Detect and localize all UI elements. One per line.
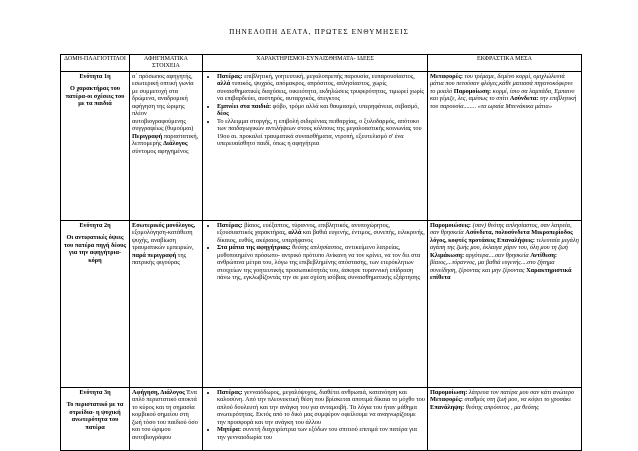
narrative-text: Περιγραφή: [132, 132, 163, 140]
idea-text: Πατέρας:: [217, 73, 243, 80]
narrative-text: α΄ πρόσωπος αφηγητής, εσωτερική οπτική γωνία με συμμετοχή στα δρώμενα, αναδρομική αφήγηση της ώριμης πλέον αυτοβιογραφούμενης συγγραφέως (θυμούμαι): [132, 73, 194, 133]
ideas-list: [205, 389, 425, 441]
header-characterizations: ΧΑΡΑΚΤΗΡΙΣΜΟΙ-ΣΥΝΑΙΣΘΗΜΑΤΑ- ΙΔΕΕΣ: [203, 55, 428, 72]
means-text: Παρομοιώσεις:: [430, 222, 472, 229]
list-item: [217, 73, 425, 103]
idea-text: συνετή διαχειρίστρια των εξόδων του σπιτιού επιτιμά τον πατέρα για την γενναιοδωρία του: [217, 426, 417, 441]
header-expressive-means: ΕΚΦΡΑΣΤΙΚΑ ΜΕΣΑ: [428, 55, 582, 72]
unit-cell: [61, 221, 130, 388]
ideas-list: [205, 222, 425, 282]
narrative-text: παραστατική, λεπτομερής: [132, 132, 199, 148]
narrative-text: Ένα απλό περιστατικό αποκτά το κύρος και τη σημασία κομβικού σημείου στη ζωή τόσο του παιδιού όσο και του ώριμου αυτοβιογράφου: [132, 389, 198, 441]
header-structure: ΔΟΜΗ-ΠΛΑΓΙΟΤΙΤΛΟΙ: [61, 55, 130, 72]
idea-text: Το ελλειμμα στοργής, η επιβολή σιδερένιας πειθαρχίας, ο ξυλοδαρμός, απότοκο των παιδαγωγικών αντιλήψεων στους κόλπους της μεγαλοαστικής κοινωνίας του 19ου αι. προκαλεί τραυματικά συναισθήματα, ντροπή, εξευτελισμό σ' ένα υπερευαίσθητο παιδί, όπως η αφηγήτρια: [217, 117, 422, 148]
means-text: Επαναλήψεις:: [497, 236, 535, 244]
idea-text: τυπικός, ψυχρός, απόμακρος, απρόσιτος, απλησίαστος, χωρίς συναισθηματικές διαχύσεις, οικειότητα, εκδηλώσεις τρυφερότητας, τιμωρεί χωρίς να επιβαρδεύει, αυστηρός, αυταρχικός, άτεγκτος: [217, 80, 424, 103]
means-text: τελευταία μεγάλη αγάπη της ζωής μου, έκλαιγα χάριν του, όλη μου τη ζωή: [430, 236, 579, 252]
idea-text: βίαιος, ευέξαπτος, τύραννος, επιβλητικός, ανυποχώρητος, εξουσιαστικός χαρακτήρας,: [217, 222, 390, 237]
means-text: Παρομοίωση:: [430, 389, 468, 396]
idea-text: Πατέρας:: [217, 389, 243, 396]
table-row: [61, 388, 582, 451]
idea-text: Μητέρα:: [217, 426, 242, 434]
narrative-text: εξομολόγηση-κατάθεση ψυχής, αναβίωση τραυματικών εμπειριών,: [132, 229, 194, 252]
list-item: [217, 389, 425, 426]
means-text: θεότης απρόσιτος , μα θεότης: [464, 403, 539, 411]
means-text: σταθμός στη ζωή μου, να κόψει το γροσάκι: [462, 396, 571, 404]
means-cell: [428, 72, 582, 221]
idea-text: Στα μάτια της αφηγήτριας:: [217, 244, 291, 252]
idea-text: δέος: [217, 110, 229, 118]
means-text: Μεταφορές:: [430, 396, 463, 404]
means-text: κορμί, ίσιο σα λαμπάδα, Εμπαινε και γέμιζε, λες, αμέσως το σπίτι: [430, 87, 575, 103]
table-header-row: [61, 55, 582, 72]
idea-text: , αντικείμενο λατρείας, μυθοποιημένο πρόσωπο- αντρικό πρότυπο Ανίκανη να τον κρίνει, να τον δει στα ανθρώπινα μέτρα του, λόγω της επιβεβλημένης απόστασης, των ετερόκλητων στοιχείων της γοητευτικής προσωπικότητάς του, άσκησε τυραννική επίδραση πάνω της, εγκλωβίζοντάς την σε μια σχέση ισόβιας συναισθηματικής εξάρτησης: [217, 244, 421, 282]
idea-text: επιβλητική, γοητευτική, μεγαλοπρεπής παρουσία, ευπαρουσίαστος,: [242, 73, 415, 80]
means-text: λάτρευα τον πατέρα μου σαν κάτι ανώτερο: [467, 389, 575, 396]
header-narrative: ΑΦΗΓΗΜΑΤΙΚΑ ΣΤΟΙΧΕΙΑ: [130, 55, 203, 72]
ideas-cell: [203, 72, 428, 221]
table-row: [61, 221, 582, 388]
list-item: [217, 103, 425, 118]
means-text: την επιβλητική του παρουσία........ «τα ωραία Μπενάκικα μάτια»: [430, 95, 577, 110]
unit-title: Ενότητα 1η: [79, 73, 111, 80]
idea-text: Πατέρας:: [217, 222, 243, 229]
idea-text: γενναιόδωρος, μεγαλόψυχος, διαθέτει ανθρωπιά, κατανόηση και καλοσύνη. Από την πλεονεκτική θέση που βρίσκεται αποτιμά δίκαια το μόχθο του απλού δουλευτή και την ανάγκη του για ανταμοιβή. Τα λόγια του ήταν μάθημα ανωτερότητας. Εκτός από το δικό μας συμφέρον οφείλουμε να αναγνωρίζουμε την προσφορά και την ανάγκη του άλλου: [217, 389, 425, 426]
narrative-text: Διάλογος: [163, 140, 188, 148]
narrative-text: Αφήγηση, Διάλογος: [132, 389, 185, 396]
analysis-table: [60, 54, 582, 451]
unit-title: Ενότητα 2η: [79, 222, 111, 229]
narrative-cell: [130, 72, 203, 221]
narrative-text: Εσωτερικός μονόλογος,: [132, 222, 196, 229]
means-text: Επανάληψη:: [430, 403, 465, 411]
means-cell: [428, 388, 582, 451]
narrative-text: σύντομος αφηγημένος: [132, 147, 189, 155]
narrative-cell: [130, 388, 203, 451]
means-text: Χαρακτηριστικά επίθετα: [430, 266, 572, 282]
unit-title: Ενότητα 3η: [79, 389, 111, 396]
idea-text: αλλά: [217, 80, 231, 88]
unit-cell: [61, 72, 130, 221]
means-text: Παρομοίωση:: [453, 87, 492, 95]
unit-subtitle: Το περιστατικό με τα στρείδια- η ψυχική ανωτερότητα του πατέρα: [66, 401, 124, 431]
means-text: Μεταφορές:: [430, 73, 463, 80]
unit-subtitle: Οι αντιφατικές όψεις του πατέρα πηγή δέους για την αφηγήτρια-κόρη: [63, 234, 127, 264]
idea-text: φόβο, τρόμο αλλά και θαυμασμό, υπερηφάνεια, σεβασμό,: [271, 102, 420, 110]
list-item: [217, 426, 425, 441]
means-text: Ασύνδετα, πολυσύνδετα: [465, 229, 530, 237]
narrative-text: παρά περιγραφή: [132, 251, 177, 259]
narrative-cell: [130, 221, 203, 388]
ideas-list: [205, 73, 425, 148]
means-cell: [428, 221, 582, 388]
means-text: του τρέμαμε, δεμένο κορμί, ομιχλώλευτά μάτια που πετούσαν φλόγες,κάθε ματιασά πηγανοκόφερνε το μυαλό: [430, 73, 573, 95]
idea-text: Εμπνέει στα παιδιά:: [217, 102, 272, 110]
idea-text: αλλά: [288, 229, 302, 237]
list-item: [217, 222, 425, 244]
means-text: Μικροπερίοδος λόγος, κοφτές προτάσεις: [430, 229, 573, 244]
idea-text: θεότης απλησίαστος: [290, 244, 342, 252]
unit-cell: [61, 388, 130, 451]
means-text: (σαν) θεότης απλησίαστος, σαν λατρεία, σαν θρησκεία: [430, 222, 572, 237]
list-item: [217, 118, 425, 148]
page-title: ΠΗΝΕΛΟΠΗ ΔΕΛΤΑ, ΠΡΩΤΕΣ ΕΝΘΥΜΗΣΕΙΣ: [229, 28, 409, 36]
narrative-text: της πατρικής φιγούρας: [132, 251, 187, 267]
ideas-cell: [203, 388, 428, 451]
means-text: βίαιος,...τύραννος, μα βαθιά ευγενής....στο ζήτημα συνείδηση, ζέροντας και μην ζέροντας: [430, 259, 555, 274]
idea-text: και βαθιά ευγενής, έντιμος, συνεπής, ειλικρινής, δίκαιος, ευθύς, ακέραιος, υπερήφανος: [217, 229, 425, 244]
ideas-cell: [203, 221, 428, 388]
means-text: Αντίθεση:: [530, 251, 558, 259]
means-text: Ασύνδετα:: [509, 95, 539, 103]
table-row: [61, 72, 582, 221]
unit-subtitle: Ο χαρακτήρας του πατέρα-οι σχέσεις του με τα παιδιά: [65, 85, 125, 108]
means-text: Κλιμάκωση:: [430, 251, 465, 259]
means-text: αργότερα....σαν θρησκεία: [464, 251, 531, 259]
list-item: [217, 244, 425, 281]
